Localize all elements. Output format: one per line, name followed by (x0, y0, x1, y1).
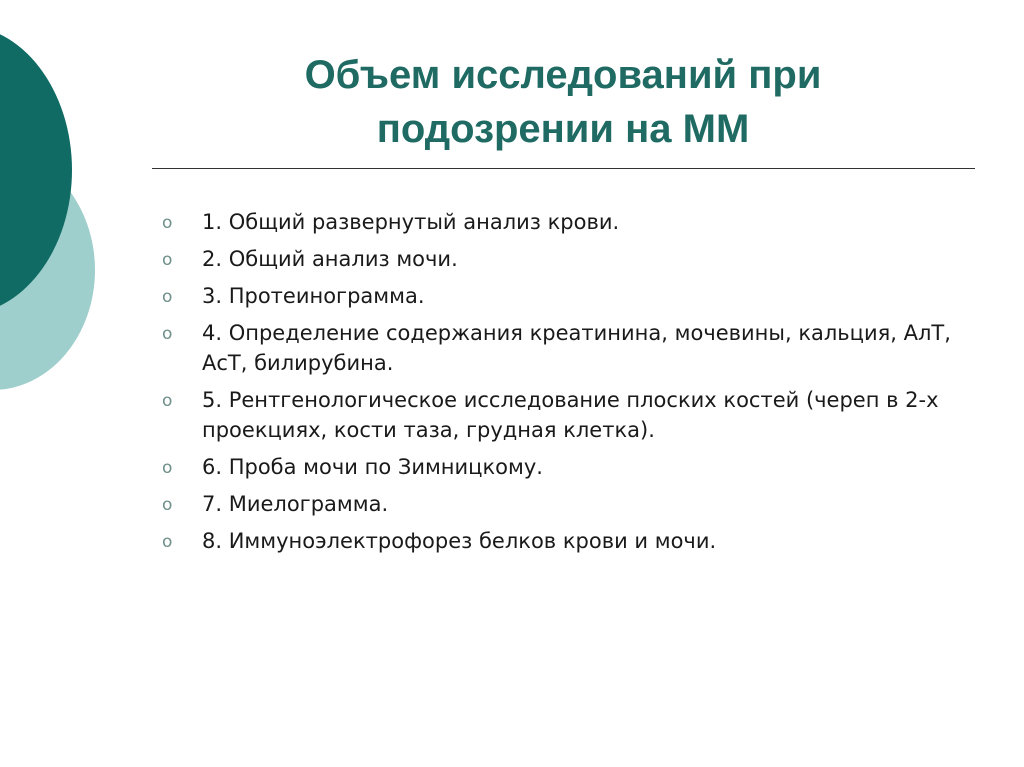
list-item (162, 207, 962, 237)
hollow-circle-bullet-icon: o (162, 324, 173, 344)
hollow-circle-bullet-icon: o (162, 287, 173, 307)
hollow-circle-bullet-icon: o (162, 213, 173, 233)
hollow-circle-bullet-icon: o (162, 532, 173, 552)
title-line-1: Объем исследований при (304, 53, 822, 97)
list-item-text: 8. Иммуноэлектрофорез белков крови и мочи. (202, 529, 717, 553)
title-divider (152, 168, 975, 169)
list-item (162, 318, 962, 378)
list-item-text: 6. Проба мочи по Зимницкому. (202, 455, 543, 479)
hollow-circle-bullet-icon: o (162, 250, 173, 270)
title-line-2: подозрении на ММ (376, 107, 750, 151)
list-item (162, 281, 962, 311)
hollow-circle-bullet-icon: o (162, 391, 173, 411)
list-item-text: 1. Общий развернутый анализ крови. (202, 210, 620, 234)
list-item (162, 452, 962, 482)
exam-list (162, 207, 962, 563)
list-item-text: 4. Определение содержания креатинина, мочевины, кальция, АлТ, АсТ, билирубина. (202, 321, 951, 375)
list-item (162, 385, 962, 445)
hollow-circle-bullet-icon: o (162, 495, 173, 515)
page-title (150, 48, 976, 156)
list-item-text: 7. Миелограмма. (202, 492, 389, 516)
list-item (162, 526, 962, 556)
list-item-text: 2. Общий анализ мочи. (202, 247, 458, 271)
list-item-text: 3. Протеинограмма. (202, 284, 425, 308)
list-item-text: 5. Рентгенологическое исследование плоских костей (череп в 2-х проекциях, кости таза, грудная клетка). (202, 388, 939, 442)
list-item (162, 489, 962, 519)
list-item (162, 244, 962, 274)
hollow-circle-bullet-icon: o (162, 458, 173, 478)
